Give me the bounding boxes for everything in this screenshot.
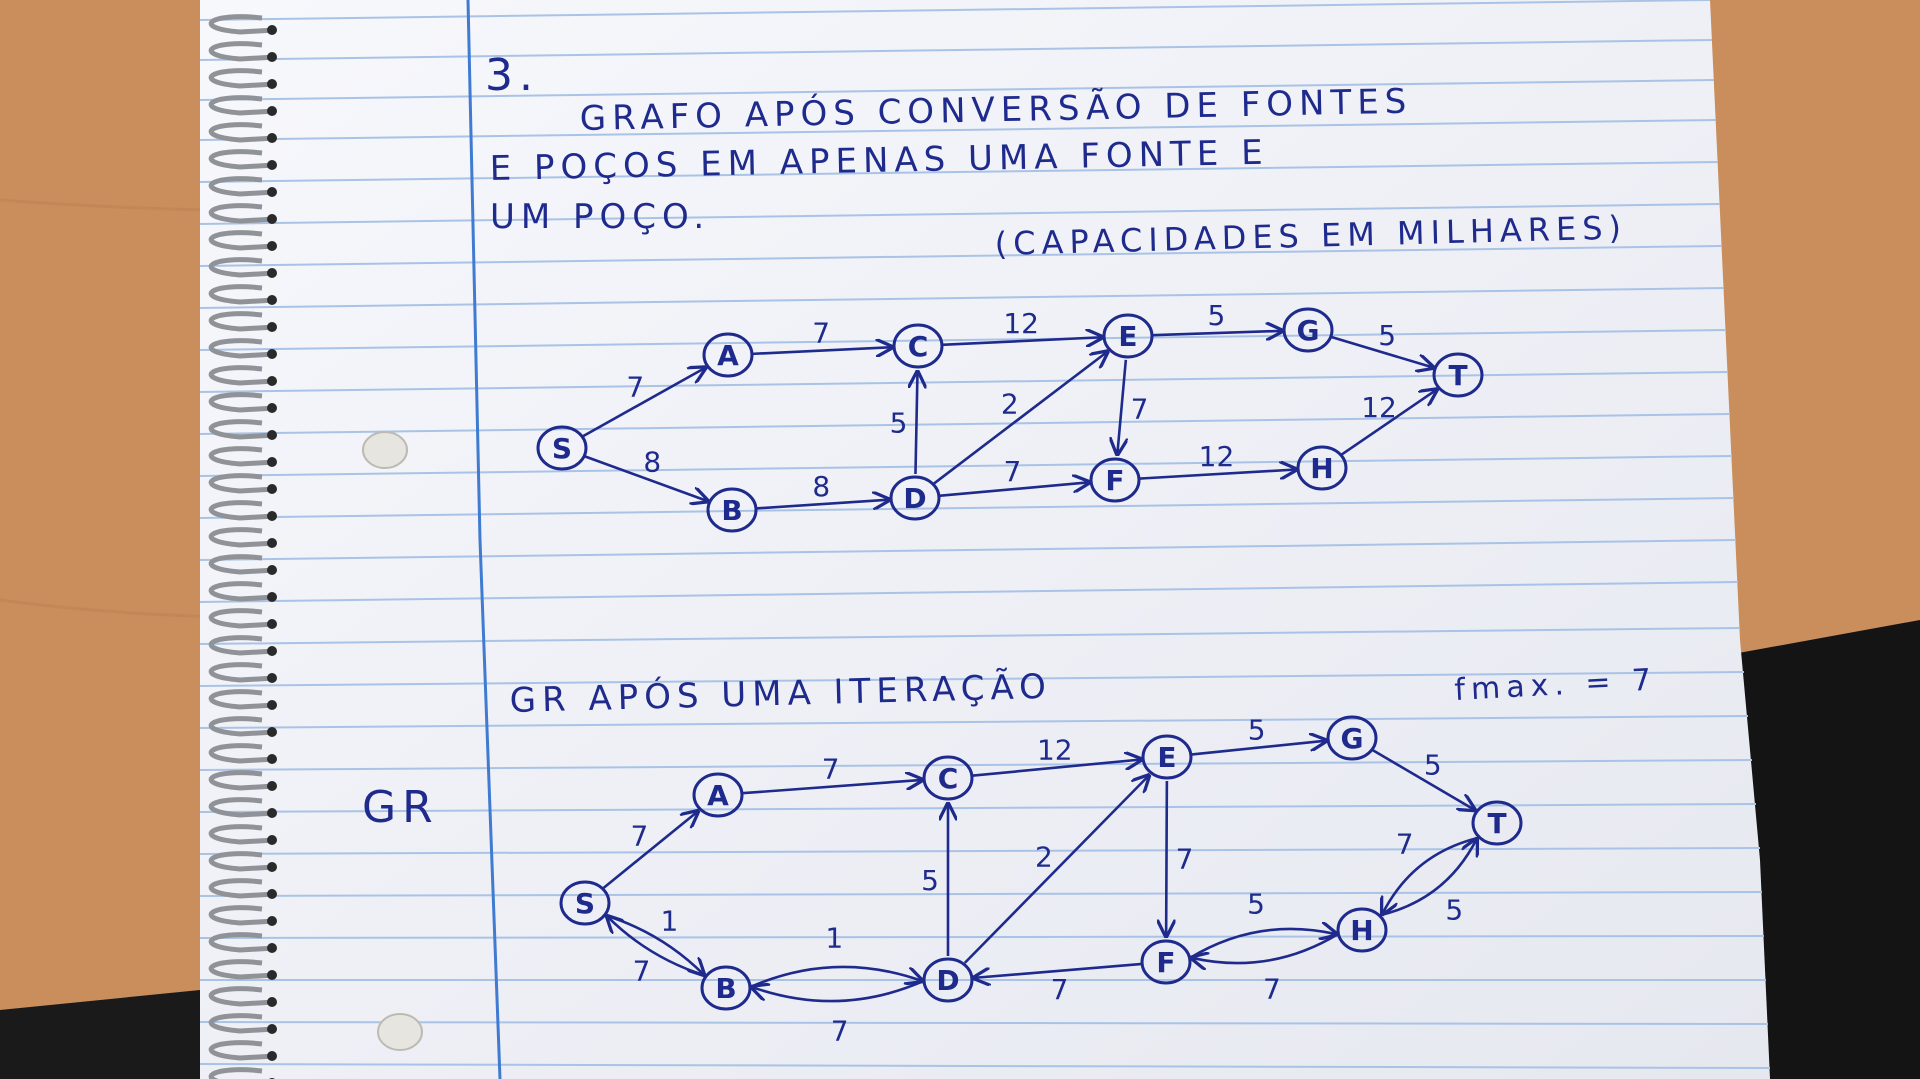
spiral-hole (267, 808, 277, 818)
g1-edge-capacity-h-t: 12 (1361, 391, 1397, 425)
g2-edge-capacity-e-f: 7 (1175, 842, 1194, 876)
g1-edge-capacity-c-e: 12 (1003, 307, 1039, 341)
spiral-hole (267, 187, 277, 197)
heading-line-3: UM POÇO. (490, 197, 711, 237)
spiral-hole (267, 160, 277, 170)
spiral-hole (267, 916, 277, 926)
spiral-hole (267, 430, 277, 440)
spiral-hole (267, 889, 277, 899)
g1-edge-capacity-d-e: 2 (1000, 387, 1019, 421)
g1-edge-capacity-e-f: 7 (1130, 392, 1149, 426)
spiral-hole (267, 619, 277, 629)
spiral-hole (267, 403, 277, 413)
g1-edge-capacity-f-h: 12 (1198, 440, 1235, 474)
g2-edge-capacity-d-c: 5 (921, 864, 939, 897)
spiral-hole (267, 943, 277, 953)
spiral-hole (267, 79, 277, 89)
spiral-hole (267, 1024, 277, 1034)
g2-edge-capacity-d-b: 7 (830, 1014, 849, 1048)
g1-node-label-a: A (717, 339, 739, 372)
heading-line-2: E POÇOS EM APENAS UMA FONTE E (489, 132, 1270, 189)
capacity-note: (CAPACIDADES EM MILHARES) (994, 208, 1628, 263)
spiral-hole (267, 376, 277, 386)
spiral-hole (267, 241, 277, 251)
spiral-hole (267, 322, 277, 332)
g2-edge-capacity-s-a: 7 (630, 819, 649, 853)
g1-node-label-h: H (1310, 452, 1334, 485)
g1-edge-capacity-e-g: 5 (1207, 299, 1226, 333)
fmax-label: fmax. = 7 (1453, 662, 1658, 708)
spiral-hole (267, 457, 277, 467)
spiral-hole (267, 592, 277, 602)
g1-node-label-b: B (721, 494, 743, 527)
g2-node-label-h: H (1350, 914, 1374, 947)
spiral-hole (267, 511, 277, 521)
spiral-hole (267, 565, 277, 575)
spiral-hole (267, 1051, 277, 1061)
g2-edge-capacity-f-h: 5 (1247, 887, 1265, 921)
heading-line-1: GRAFO APÓS CONVERSÃO DE FONTES (579, 81, 1413, 139)
g1-edge-capacity-s-b: 8 (643, 445, 662, 479)
spiral-hole (267, 646, 277, 656)
spiral-hole (267, 970, 277, 980)
spiral-hole (267, 268, 277, 278)
g1-edge-capacity-s-a: 7 (626, 370, 645, 404)
side-label-gr: GR (362, 782, 439, 833)
spiral-hole (267, 25, 277, 35)
g2-node-label-f: F (1156, 946, 1176, 979)
g2-node-label-t: T (1487, 807, 1507, 840)
g1-node-label-e: E (1118, 320, 1138, 353)
g1-edge-capacity-d-c: 5 (889, 406, 908, 440)
spiral-hole (267, 997, 277, 1007)
g2-edge-capacity-s-b: 1 (660, 904, 679, 938)
punch-hole (378, 1014, 422, 1050)
spiral-hole (267, 727, 277, 737)
g1-edge-capacity-d-f: 7 (1003, 455, 1022, 489)
spiral-hole (267, 133, 277, 143)
g1-edge-capacity-g-t: 5 (1378, 318, 1397, 352)
g1-node-label-s: S (551, 432, 573, 465)
spiral-hole (267, 754, 277, 764)
spiral-hole (267, 214, 277, 224)
g2-edge-capacity-a-c: 7 (821, 752, 840, 786)
g2-node-label-c: C (937, 762, 959, 795)
g1-node-label-c: C (907, 330, 929, 363)
g2-edge-capacity-h-f: 7 (1263, 972, 1281, 1006)
g2-edge-e-f (1166, 781, 1167, 936)
g2-node-label-d: D (936, 964, 960, 997)
g2-edge-capacity-b-d: 1 (825, 921, 844, 955)
spiral-hole (267, 673, 277, 683)
g2-node-label-a: A (707, 779, 729, 812)
spiral-hole (267, 538, 277, 548)
g2-node-label-e: E (1157, 741, 1177, 774)
punch-hole (363, 432, 407, 468)
g1-node-label-t: T (1448, 359, 1468, 392)
spiral-hole (267, 484, 277, 494)
g1-node-label-g: G (1296, 314, 1320, 347)
spiral-hole (267, 52, 277, 62)
spiral-hole (267, 862, 277, 872)
section2-title: GR APÓS UMA ITERAÇÃO (509, 666, 1053, 721)
spiral-hole (267, 106, 277, 116)
g2-node-label-b: B (715, 972, 737, 1005)
g2-edge-capacity-c-e: 12 (1036, 733, 1073, 767)
g2-edge-capacity-e-g: 5 (1247, 713, 1266, 747)
g2-edge-capacity-d-e: 2 (1035, 840, 1053, 874)
g2-edge-capacity-b-s: 7 (632, 954, 651, 988)
g2-edge-capacity-f-d: 7 (1050, 972, 1069, 1006)
g2-node-label-g: G (1340, 722, 1364, 755)
spiral-hole (267, 700, 277, 710)
spiral-hole (267, 835, 277, 845)
g2-edge-capacity-t-h: 7 (1395, 827, 1414, 861)
g2-edge-capacity-h-t: 5 (1445, 893, 1464, 927)
g1-node-label-d: D (903, 482, 927, 515)
g2-node-label-s: S (574, 887, 596, 920)
spiral-hole (267, 781, 277, 791)
g1-edge-capacity-b-d: 8 (812, 470, 831, 504)
g1-edge-capacity-a-c: 7 (812, 316, 831, 350)
problem-number: 3. (485, 50, 539, 101)
spiral-hole (267, 349, 277, 359)
g2-edge-capacity-g-t: 5 (1423, 748, 1442, 782)
spiral-hole (267, 295, 277, 305)
g1-node-label-f: F (1105, 464, 1125, 497)
